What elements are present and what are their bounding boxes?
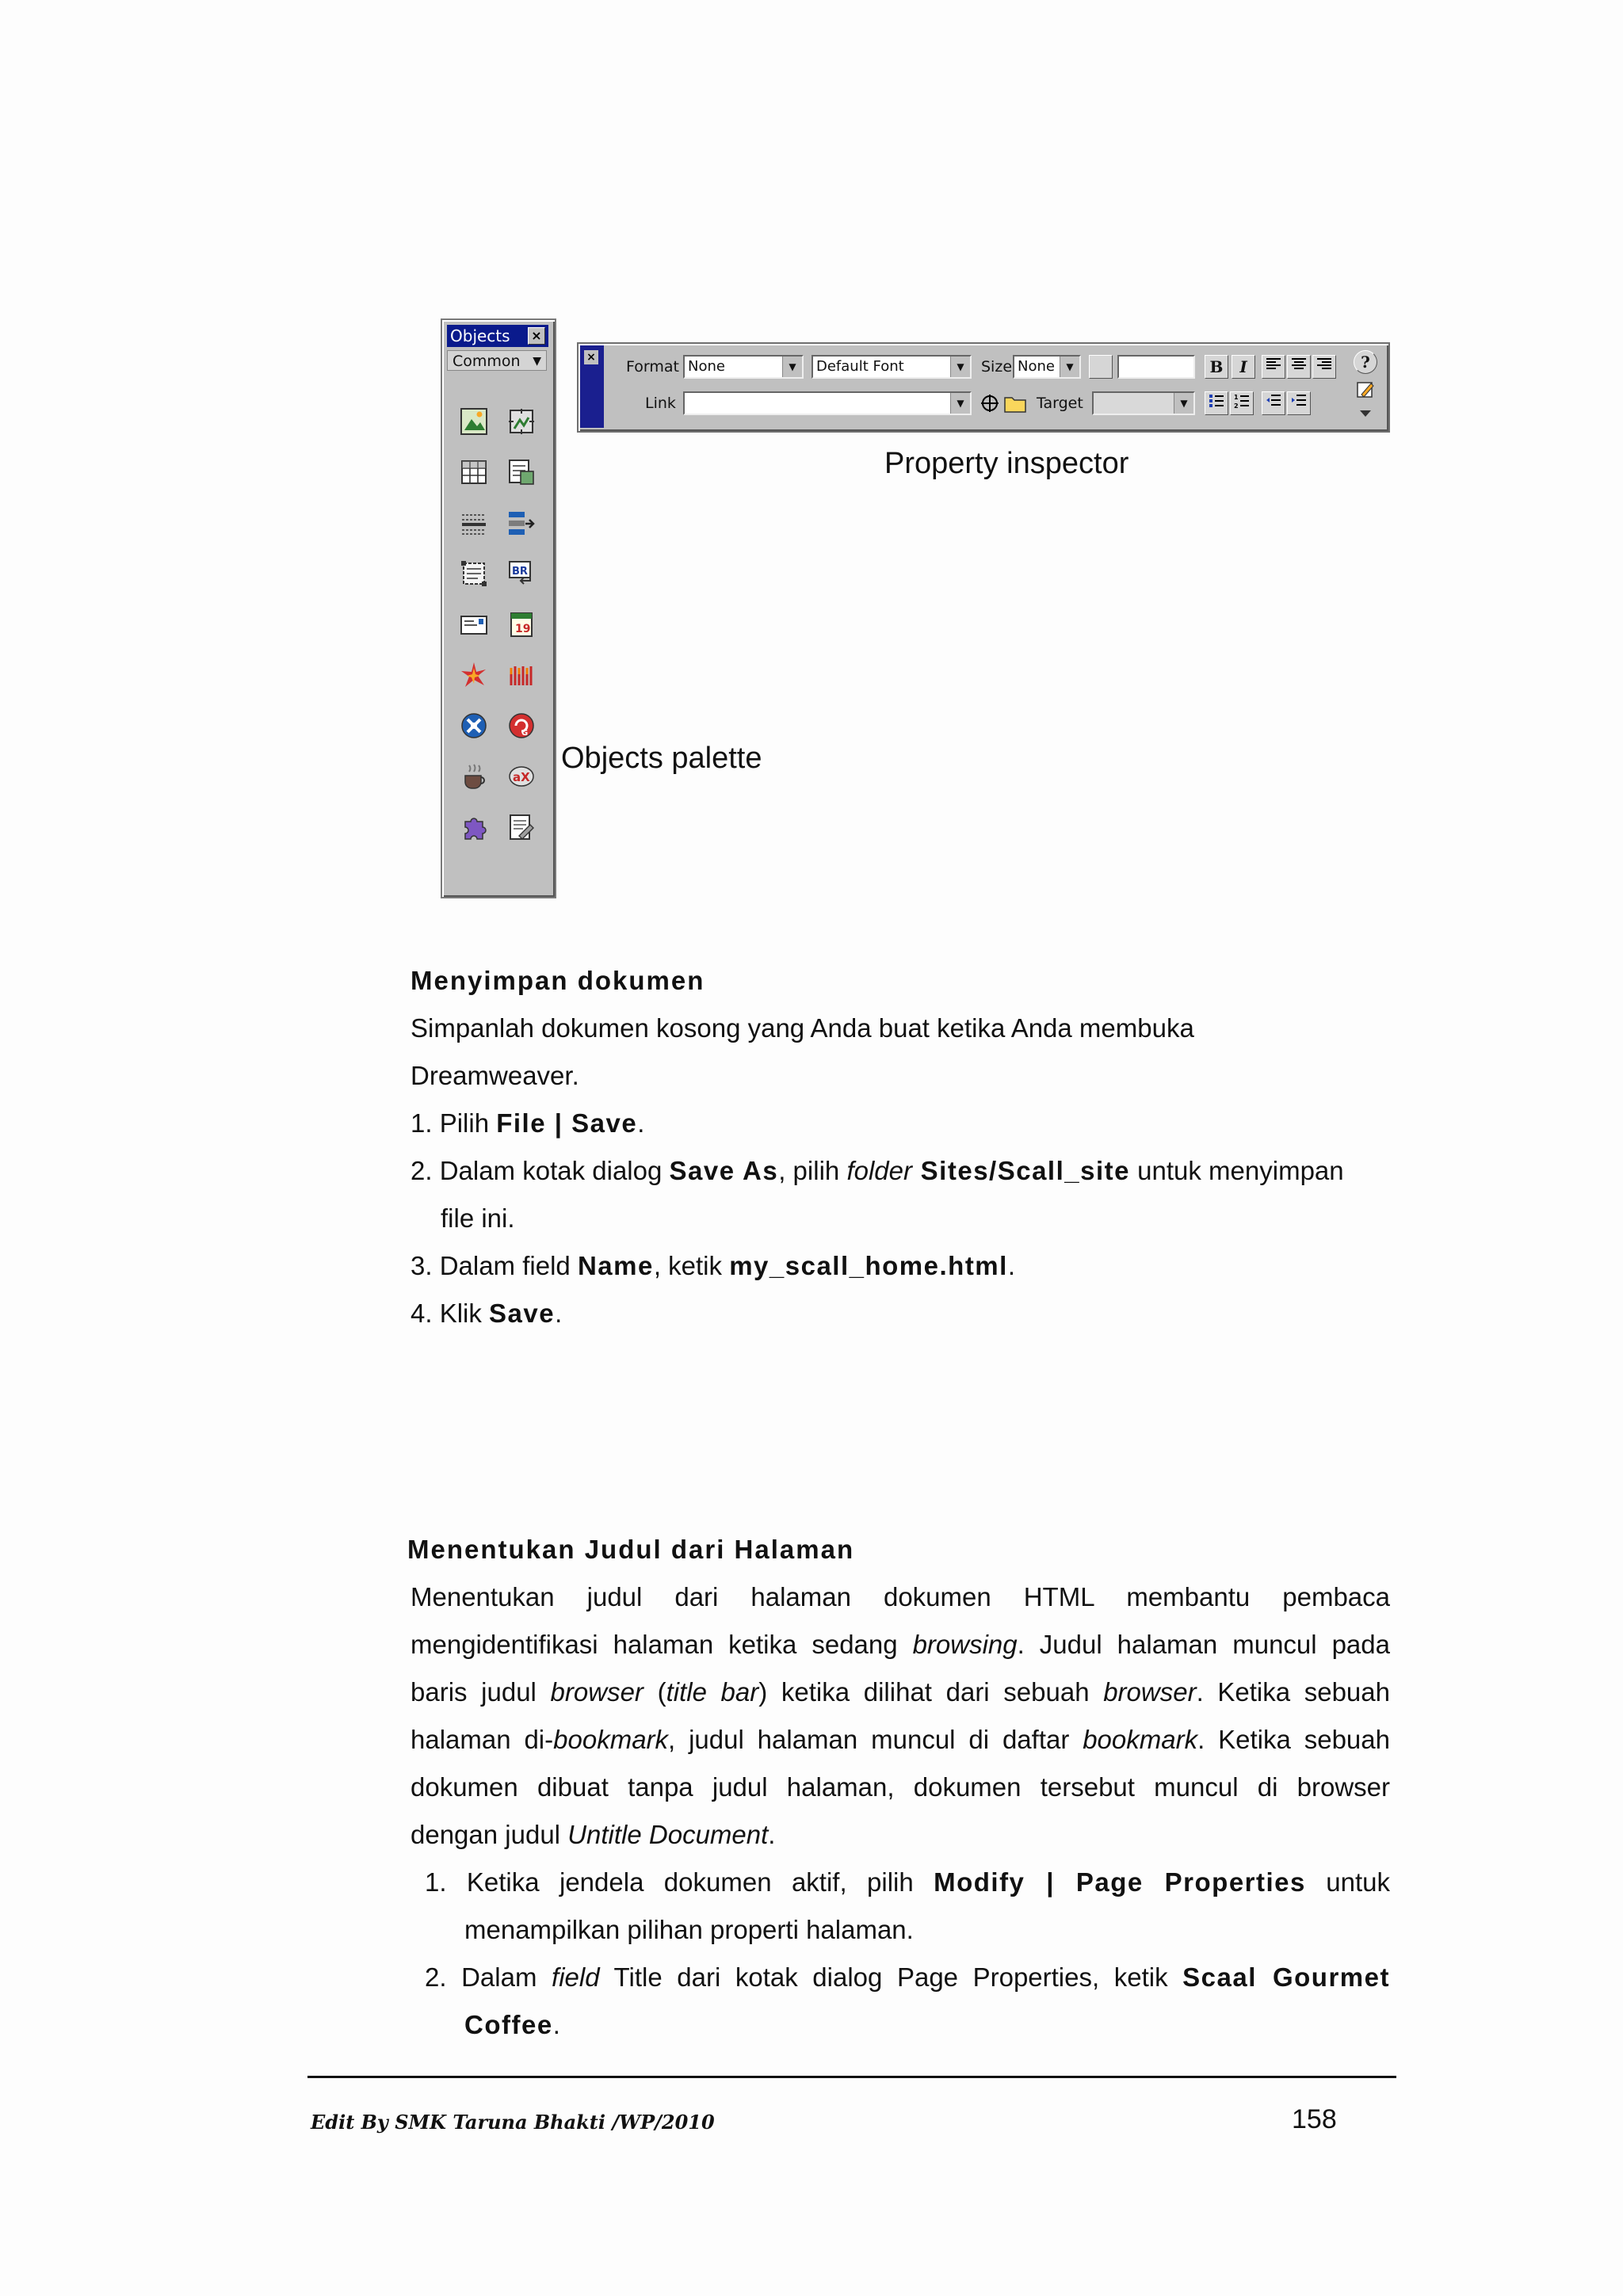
applet-icon[interactable] [450,751,498,802]
align-center-icon[interactable] [1287,355,1311,379]
svg-text:2: 2 [1234,402,1239,410]
svg-text:BR: BR [512,566,528,578]
chevron-down-icon: ▼ [950,393,970,414]
objects-palette-titlebar[interactable] [447,325,548,347]
category-dropdown[interactable] [447,350,547,371]
date-icon[interactable] [498,599,545,650]
size-select[interactable] [1013,355,1081,379]
server-include-icon[interactable] [498,802,545,852]
step-1: 1. Pilih File | Save. [411,1108,645,1138]
format-select[interactable] [683,355,804,379]
paragraph-line: baris judul browser (title bar) ketika dilihat dari sebuah browser. Ketika sebuah [411,1677,1390,1707]
shockwave-icon[interactable] [450,700,498,751]
activex-icon[interactable] [498,751,545,802]
title-step-2: 2. Dalam field Title dari kotak dialog Page Properties, ketik Scaal Gourmet [425,1962,1390,1992]
link-input[interactable] [683,391,972,415]
svg-text:G: G [521,729,529,738]
layer-icon[interactable] [450,548,498,599]
insert-table-icon[interactable] [450,447,498,498]
footer-credit: Edit By SMK Taruna Bhakti /WP/2010 [311,2111,715,2134]
help-icon[interactable]: ? [1354,350,1377,374]
align-right-icon[interactable] [1312,355,1336,379]
insert-image-icon[interactable] [450,396,498,447]
comet-icon[interactable] [498,650,545,700]
inspector-sidebar [580,345,604,428]
page-number: 158 [1292,2104,1337,2134]
objects-icon-grid [450,396,545,864]
paragraph-line: halaman di-bookmark, judul halaman muncul di daftar bookmark. Ketika sebuah [411,1725,1390,1754]
objects-palette-title: Objects [450,326,510,345]
unordered-list-icon[interactable] [1205,391,1228,415]
email-link-icon[interactable] [450,599,498,650]
font-value: Default Font [816,358,904,375]
format-label: Format [626,358,679,376]
step-2-continued: file ini. [441,1203,515,1233]
line-break-icon[interactable] [498,548,545,599]
tabular-data-icon[interactable] [498,447,545,498]
step-3: 3. Dalam field Name, ketik my_scall_home.html. [411,1251,1015,1280]
chevron-down-icon: ▼ [1174,393,1193,414]
insert-rule-icon[interactable] [450,498,498,548]
section-heading-save: Menyimpan dokumen [411,966,705,995]
close-icon[interactable]: × [528,327,545,345]
paragraph-line: Simpanlah dokumen kosong yang Anda buat ketika Anda membuka [411,1013,1194,1043]
ordered-list-icon[interactable] [1230,391,1254,415]
bold-button[interactable]: B [1205,355,1228,379]
expand-arrow-icon[interactable] [1357,406,1374,421]
step-2: 2. Dalam kotak dialog Save As, pilih folder Sites/Scall_site untuk menyimpan [411,1156,1344,1185]
indent-icon[interactable] [1287,391,1311,415]
browse-folder-icon[interactable] [1003,393,1027,414]
svg-text:1: 1 [1234,394,1239,401]
svg-text:19: 19 [515,623,531,635]
quick-tag-editor-icon[interactable] [1355,379,1376,399]
flash-icon[interactable] [450,650,498,700]
format-value: None [688,358,725,375]
svg-text:aX: aX [513,770,530,784]
paragraph-line: Dreamweaver. [411,1061,579,1090]
chevron-down-icon: ▼ [533,355,541,368]
objects-palette-caption: Objects palette [561,742,762,775]
navigation-bar-icon[interactable] [498,498,545,548]
chevron-down-icon: ▼ [1060,357,1079,377]
outdent-icon[interactable] [1262,391,1285,415]
property-inspector [577,342,1390,433]
size-value: None [1018,358,1055,375]
close-icon[interactable]: × [584,350,598,364]
objects-palette [441,318,556,898]
paragraph-line: Menentukan judul dari halaman dokumen HTML membantu pembaca [411,1582,1390,1611]
plugin-icon[interactable] [450,802,498,852]
step-4: 4. Klik Save. [411,1299,563,1328]
chevron-down-icon: ▼ [950,357,970,377]
footer-divider [307,2076,1396,2078]
paragraph-line: dengan judul Untitle Document. [411,1820,776,1849]
paragraph-line: dokumen dibuat tanpa judul halaman, dokumen tersebut muncul di browser [411,1772,1390,1802]
property-inspector-caption: Property inspector [884,447,1129,480]
title-step-1: 1. Ketika jendela dokumen aktif, pilih Modify | Page Properties untuk [425,1867,1390,1897]
italic-button[interactable]: I [1232,355,1255,379]
link-label: Link [645,395,676,412]
text-color-swatch[interactable] [1089,355,1113,379]
insert-rollover-icon[interactable] [498,396,545,447]
paragraph-line: mengidentifikasi halaman ketika sedang browsing. Judul halaman muncul pada [411,1630,1390,1659]
target-label: Target [1037,395,1083,412]
align-left-icon[interactable] [1262,355,1285,379]
size-label: Size [981,358,1013,376]
title-step-1-continued: menampilkan pilihan properti halaman. [464,1915,914,1944]
generator-icon[interactable] [498,700,545,751]
target-select[interactable] [1092,391,1195,415]
font-select[interactable] [812,355,972,379]
chevron-down-icon: ▼ [782,357,802,377]
text-color-field[interactable] [1117,355,1195,379]
title-step-2-continued: Coffee. [464,2010,560,2039]
point-to-file-icon[interactable] [980,393,1000,414]
category-value: Common [453,353,521,370]
section-heading-title: Menentukan Judul dari Halaman [407,1535,855,1564]
